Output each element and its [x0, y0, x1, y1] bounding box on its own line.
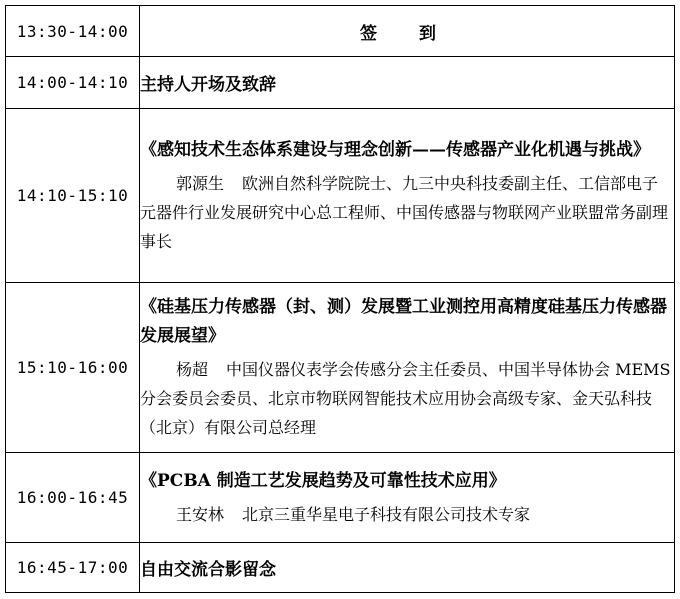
schedule-row-networking	[6, 543, 675, 593]
schedule-row-talk-1	[6, 109, 675, 283]
schedule-table	[5, 5, 675, 593]
speaker-info	[140, 355, 674, 442]
time-cell: 14:00-14:10	[6, 57, 140, 109]
time-cell: 16:00-16:45	[6, 453, 140, 543]
time-cell: 14:10-15:10	[6, 109, 140, 283]
speaker-bio: 欧洲自然科学院院士、九三中央科技委副主任、工信部电子元器件行业发展研究中心总工程师、中国传感器与物联网产业联盟常务副理事长	[140, 173, 669, 251]
speaker-bio: 北京三重华星电子科技有限公司技术专家	[242, 504, 531, 524]
time-cell: 16:45-17:00	[6, 543, 140, 593]
time-cell: 15:10-16:00	[6, 283, 140, 453]
opening-label: 主持人开场及致辞	[140, 57, 675, 109]
speaker-bio: 中国仪器仪表学会传感分会主任委员、中国半导体协会 MEMS 分会委员会委员、北京市物联网智能技术应用协会高级专家、金天弘科技（北京）有限公司总经理	[140, 360, 671, 437]
schedule-row-talk-2	[6, 283, 675, 453]
talk-title: 《感知技术生态体系建设与理念创新——传感器产业化机遇与挑战》	[140, 139, 650, 160]
speaker-info	[140, 500, 674, 529]
schedule-row-opening	[6, 57, 675, 109]
talk-title: 《硅基压力传感器（封、测）发展暨工业测控用高精度硅基压力传感器发展展望》	[140, 297, 667, 346]
talk-cell	[140, 283, 675, 453]
speaker-info	[140, 169, 674, 256]
time-cell: 13:30-14:00	[6, 6, 140, 57]
schedule-row-talk-3	[6, 453, 675, 543]
speaker-name: 王安林	[176, 504, 225, 524]
talk-cell	[140, 109, 675, 283]
speaker-name: 杨超	[176, 360, 209, 379]
speaker-name: 郭源生	[176, 173, 225, 193]
talk-cell	[140, 453, 675, 543]
checkin-label: 签 到	[140, 6, 675, 57]
talk-title: 《PCBA 制造工艺发展趋势及可靠性技术应用》	[140, 470, 506, 491]
networking-label: 自由交流合影留念	[140, 543, 675, 593]
schedule-row-checkin	[6, 6, 675, 57]
